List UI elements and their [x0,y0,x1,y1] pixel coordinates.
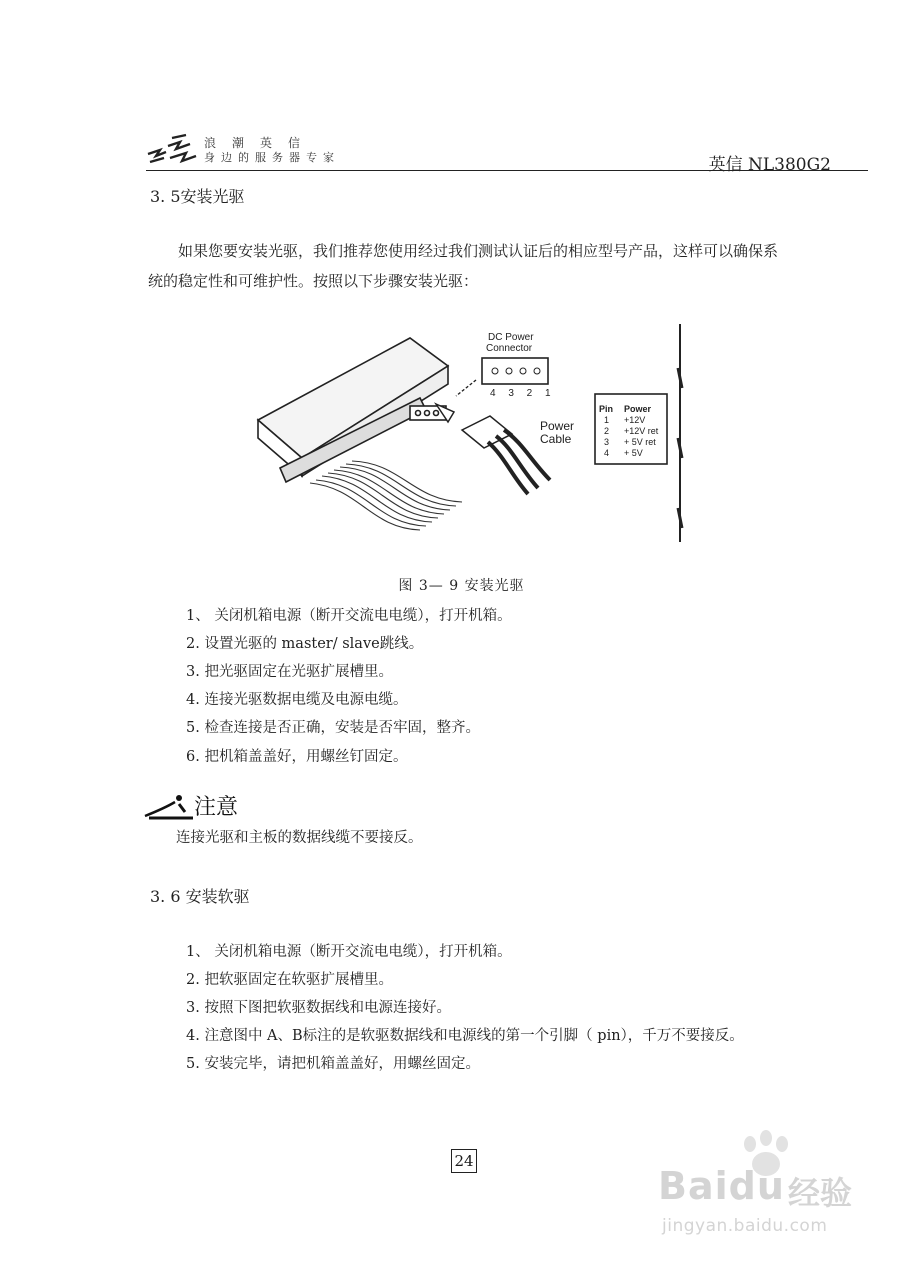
cdrom-drive [258,338,448,482]
inspur-logo [146,132,198,166]
power-head: Power [624,404,652,414]
company-slogan: 身边的服务器专家 [204,151,340,164]
section-title-3-5: 3. 5安装光驱 [150,187,245,206]
cable-label-2: Cable [540,432,572,446]
step-item: 4. 连接光驱数据电缆及电源电缆。 [186,692,408,708]
note-text: 连接光驱和主板的数据线缆不要接反。 [176,830,423,846]
company-name: 浪潮英信 [204,136,317,150]
power-4: + 5V [624,448,643,458]
power-cable-plug [436,404,550,494]
section-title-3-6: 3. 6 安装软驱 [150,887,250,906]
step-item: 4. 注意图中 A、B标注的是软驱数据线和电源线的第一个引脚（ pin），千万不要接反。 [186,1028,744,1044]
intro-paragraph: 如果您要安装光驱，我们推荐您使用经过我们测试认证后的相应型号产品，这样可以确保系统的稳定性和可维护性。按照以下步骤安装光驱： [148,242,779,290]
pin-1: 1 [604,415,610,425]
pin-head: Pin [599,404,614,414]
pointer-line [456,380,476,396]
step-item: 5. 检查连接是否正确，安装是否牢固，整齐。 [186,720,480,736]
step-item: 6. 把机箱盖盖好，用螺丝钉固定。 [186,749,408,765]
power-3: + 5V ret [624,437,656,447]
ribbon-cable [310,461,462,530]
figure-caption: 图 3— 9 安装光驱 [398,578,525,594]
dc-label-1: DC Power [488,332,534,343]
step-item: 2. 设置光驱的 master/ slave跳线。 [186,636,424,652]
watermark-product: 经验 [788,1174,853,1212]
power-2: +12V ret [624,426,659,436]
pin-2: 2 [604,426,610,436]
dc-label-2: Connector [486,343,533,354]
cable-label-1: Power [540,419,575,433]
step-item: 1、 关闭机箱电源（断开交流电电缆），打开机箱。 [186,608,512,624]
step-item: 3. 按照下图把软驱数据线和电源连接好。 [186,1000,451,1016]
step-item: 2. 把软驱固定在软驱扩展槽里。 [186,972,393,988]
pin-3: 3 [604,437,610,447]
pin-4: 4 [604,448,610,458]
pin-numbers: 4 3 2 1 [490,388,556,399]
power-1: +12V [624,415,646,425]
note-title: 注意 [194,795,239,820]
baidu-watermark [658,1130,878,1242]
cdrom-install-figure [250,318,690,546]
product-model: 英信 NL380G2 [708,155,831,175]
step-item: 3. 把光驱固定在光驱扩展槽里。 [186,664,393,680]
watermark-url: jingyan.baidu.com [662,1216,828,1236]
page-number: 24 [451,1149,477,1173]
step-item: 1、 关闭机箱电源（断开交流电电缆），打开机箱。 [186,944,512,960]
watermark-brand-du: du [728,1164,785,1208]
watermark-brand: Bai [658,1164,729,1208]
caution-icon [143,790,195,820]
header-divider [146,170,868,171]
step-item: 5. 安装完毕，请把机箱盖盖好，用螺丝固定。 [186,1056,480,1072]
